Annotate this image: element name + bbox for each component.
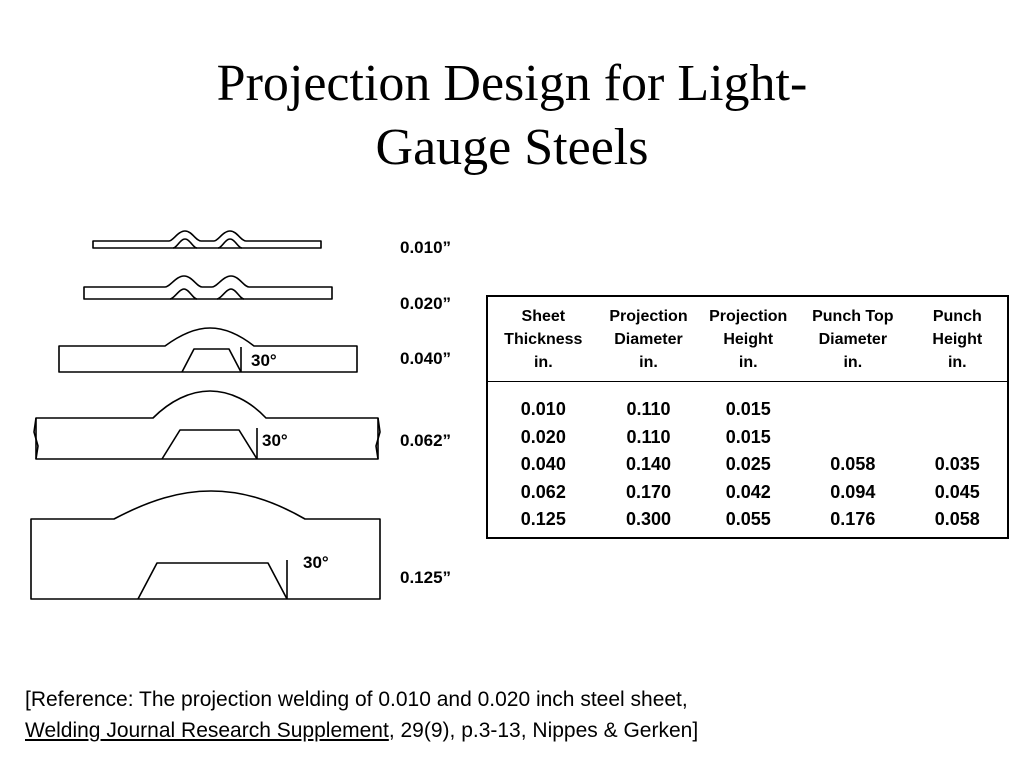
table-header-row: [487, 296, 1008, 382]
header-punch-height: Punch Height in.: [908, 296, 1008, 382]
table-cell: 0.040: [520, 454, 566, 474]
thickness-label-0020: 0.020”: [400, 294, 452, 313]
column-punch-height: [908, 382, 1008, 539]
table-cell: 0.010: [520, 399, 566, 419]
table-cell: 0.062: [520, 481, 566, 502]
header-punch-top-diameter: Punch Top Diameter in.: [798, 296, 908, 382]
sheet-profile-0040: [59, 328, 357, 372]
table-cell: 0.055: [725, 509, 771, 529]
table-cell: 0.015: [725, 399, 771, 419]
table-cell: 0.300: [625, 509, 671, 529]
table-cell: 0.094: [830, 481, 876, 502]
reference-details: , 29(9), p.3-13, Nippes & Gerken]: [388, 719, 699, 742]
title-line-1: Projection Design for Light-: [216, 55, 808, 112]
table-cell: 0.058: [934, 509, 980, 529]
title-line-2: Gauge Steels: [375, 119, 649, 176]
reference-citation: [25, 684, 698, 746]
thickness-label-0062: 0.062”: [400, 431, 452, 450]
reference-journal-name: Welding Journal Research Supplement: [25, 719, 389, 742]
table-cell: [798, 424, 908, 452]
table-cell: 0.176: [830, 509, 876, 529]
table-cell: 0.110: [626, 426, 671, 447]
table-cell: 0.125: [520, 509, 566, 529]
table-cell: [798, 396, 908, 424]
angle-label-0062: 30°: [262, 431, 288, 450]
column-projection-diameter: [599, 382, 699, 539]
table-cell: 0.025: [725, 454, 771, 474]
table-cell: [908, 396, 1007, 424]
table-cell: 0.045: [934, 481, 980, 502]
thickness-label-0040: 0.040”: [400, 349, 452, 368]
column-sheet-thickness: [487, 382, 599, 539]
column-projection-height: [698, 382, 798, 539]
table-cell: 0.170: [625, 481, 671, 502]
table-cell: 0.020: [520, 426, 566, 447]
reference-line-1: [Reference: The projection welding of 0.010 and 0.020 inch steel sheet,: [25, 688, 688, 711]
table-cell: 0.042: [725, 481, 771, 502]
header-projection-diameter: Projection Diameter in.: [599, 296, 699, 382]
sheet-profile-0062: [34, 391, 380, 459]
angle-label-0040: 30°: [251, 351, 277, 370]
table-cell: 0.140: [625, 454, 671, 474]
table-cell: 0.058: [830, 454, 876, 474]
header-sheet-thickness: Sheet Thickness in.: [487, 296, 599, 382]
column-punch-top-diameter: [798, 382, 908, 539]
table-cell: 0.035: [934, 454, 980, 474]
table-cell: [908, 424, 1007, 452]
sheet-profile-0010: [93, 231, 321, 248]
header-projection-height: Projection Height in.: [698, 296, 798, 382]
thickness-label-0125: 0.125”: [400, 568, 452, 587]
angle-label-0125: 30°: [303, 553, 329, 572]
table-cell: 0.015: [725, 426, 771, 447]
projection-spec-table: [486, 295, 1009, 539]
table-body-row: [487, 382, 1008, 539]
table-cell: 0.110: [626, 399, 671, 419]
sheet-profile-0020: [84, 276, 332, 299]
thickness-label-0010: 0.010”: [400, 238, 452, 257]
sheet-profile-0125: [31, 491, 380, 599]
